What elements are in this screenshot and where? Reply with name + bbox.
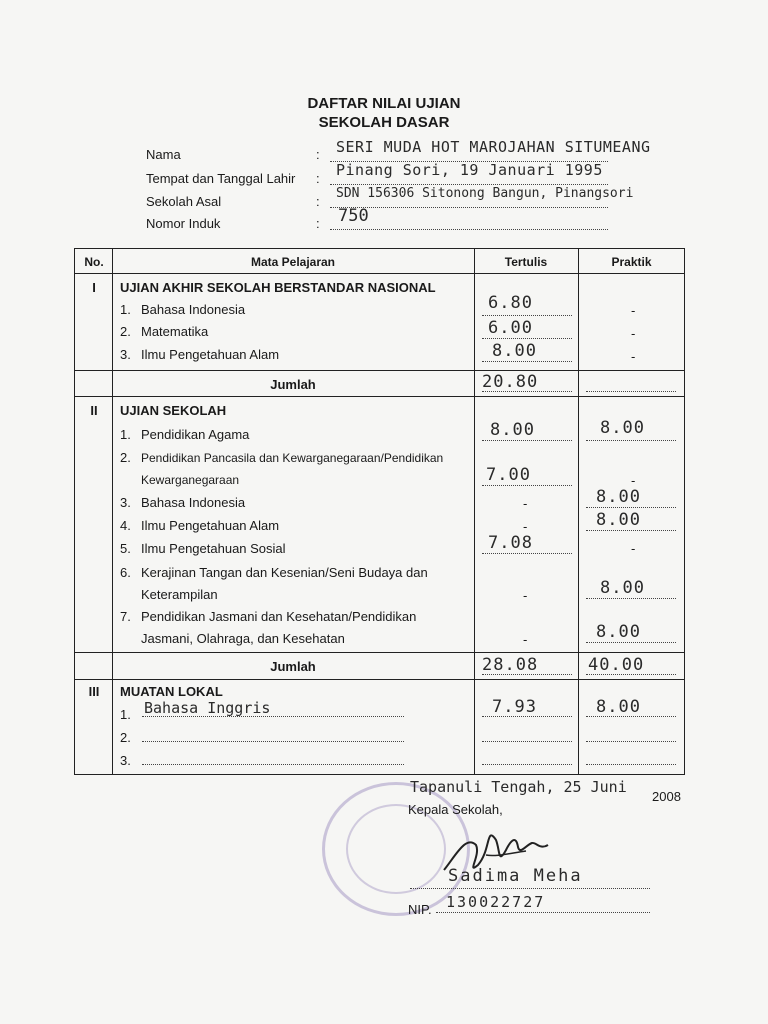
jumlah1-tertulis: 20.80 [482,372,539,392]
section2-title: UJIAN SEKOLAH [120,403,227,418]
s3-item1-name: Bahasa Inggris [144,699,271,717]
s2-item5-tertulis-line [482,553,572,554]
s3-item2-praktik-line [586,741,676,742]
col-divider-no [112,248,113,775]
s2-item4-praktik-line [586,530,676,531]
section1-title: UJIAN AKHIR SEKOLAH BERSTANDAR NASIONAL [120,280,436,295]
s2-item1-praktik-line [586,440,676,441]
jumlah2-tertulis: 28.08 [482,655,539,675]
signature-year: 2008 [652,789,681,804]
s1-item1-name: Bahasa Indonesia [141,302,246,317]
s3-item1-num: 1. [120,707,131,722]
s2-item1-tertulis: 8.00 [490,420,535,440]
s2-item3-name: Bahasa Indonesia [141,495,246,510]
col-divider-tertulis [578,248,579,775]
s1-item2-name: Matematika [141,324,209,339]
s2-item2-name-line2: Kewarganegaraan [141,473,240,487]
place-date: Tapanuli Tengah, 25 Juni [410,778,627,796]
ttl-value: Pinang Sori, 19 Januari 1995 [336,161,603,179]
s2-item7-name-line2: Jasmani, Olahraga, dan Kesehatan [141,631,345,646]
s1-item2-num: 2. [120,324,131,339]
section2-number: II [90,403,98,418]
sekolah-colon: : [316,194,320,209]
s2-item1-num: 1. [120,427,131,442]
kepala-name-line [410,888,650,889]
ttl-colon: : [316,171,320,186]
header-mata-pelajaran: Mata Pelajaran [250,255,336,269]
s2-item2-name-line1: Pendidikan Pancasila dan Kewarganegaraan/Pendidikan [141,451,444,465]
s2-item5-name: Ilmu Pengetahuan Sosial [141,541,286,556]
jumlah2-praktik-line [586,674,676,675]
s2-item7-name-line1: Pendidikan Jasmani dan Kesehatan/Pendidikan [141,609,417,624]
s2-item7-praktik: 8.00 [596,622,641,642]
nip-label: NIP. [408,902,432,917]
induk-label: Nomor Induk [146,216,221,231]
s1-item2-tertulis-line [482,338,572,339]
s2-item6-praktik-line [586,598,676,599]
induk-value: 750 [338,206,369,226]
s3-item3-praktik-line [586,764,676,765]
jumlah1-tertulis-line [482,391,572,392]
section2-bottom-line [74,652,685,653]
col-divider-mapel [474,248,475,775]
s2-item2-tertulis-line [482,485,572,486]
sekolah-dotted-line [330,207,608,208]
sekolah-value: SDN 156306 Sitonong Bangun, Pinangsori [336,186,634,201]
section3-number: III [88,684,100,699]
induk-colon: : [316,216,320,231]
s3-item2-tertulis-line [482,741,572,742]
s1-item3-praktik: - [631,349,636,364]
document-title-line1: DAFTAR NILAI UJIAN [307,95,461,112]
s3-item1-praktik: 8.00 [596,697,641,717]
jumlah2-bottom-line [74,679,685,680]
s1-item2-tertulis: 6.00 [488,318,533,338]
section1-bottom-line [74,370,685,371]
s1-item1-praktik: - [631,303,636,318]
s2-item2-praktik: - [631,473,636,488]
s2-item3-num: 3. [120,495,131,510]
nama-label: Nama [146,147,181,162]
header-bottom-line [74,273,685,274]
s2-item1-name: Pendidikan Agama [141,427,250,442]
s2-item2-tertulis: 7.00 [486,465,531,485]
s1-item3-num: 3. [120,347,131,362]
s2-item7-num: 7. [120,609,131,624]
s2-item4-name: Ilmu Pengetahuan Alam [141,518,280,533]
s1-item3-tertulis: 8.00 [492,341,537,361]
header-no: No. [84,255,104,269]
jumlah2-label: Jumlah [270,659,316,674]
nip-line [436,912,650,913]
s3-item1-tertulis: 7.93 [492,697,537,717]
jumlah2-tertulis-line [482,674,572,675]
s2-item5-praktik: - [631,541,636,556]
s3-item1-name-line [142,716,404,717]
jumlah1-bottom-line [74,396,685,397]
s1-item3-name: Ilmu Pengetahuan Alam [141,347,280,362]
school-stamp-inner-ring [346,804,446,894]
jumlah1-praktik-line [586,391,676,392]
s2-item6-praktik: 8.00 [600,578,645,598]
s2-item4-tertulis: - [523,519,528,534]
s1-item1-tertulis-line [482,315,572,316]
jumlah2-praktik: 40.00 [588,655,645,675]
kepala-name: Sadima Meha [448,866,583,886]
s2-item6-num: 6. [120,565,131,580]
s1-item3-tertulis-line [482,361,572,362]
s2-item1-tertulis-line [482,440,572,441]
s2-item7-tertulis: - [523,632,528,647]
sekolah-label: Sekolah Asal [146,194,222,209]
s2-item1-praktik: 8.00 [600,418,645,438]
s3-item3-tertulis-line [482,764,572,765]
jumlah1-label: Jumlah [270,377,316,392]
s2-item5-num: 5. [120,541,131,556]
section1-number: I [92,280,96,295]
section3-title: MUATAN LOKAL [120,684,223,699]
s2-item5-tertulis: 7.08 [488,533,533,553]
s2-item6-name-line2: Keterampilan [141,587,218,602]
s2-item6-tertulis: - [523,588,528,603]
header-tertulis: Tertulis [504,255,548,269]
s3-item3-name-line [142,764,404,765]
s3-item3-num: 3. [120,753,131,768]
s3-item2-name-line [142,741,404,742]
s2-item4-praktik: 8.00 [596,510,641,530]
s2-item2-num: 2. [120,450,131,465]
s2-item4-num: 4. [120,518,131,533]
s2-item3-tertulis: - [523,496,528,511]
s2-item3-praktik: 8.00 [596,487,641,507]
nip-value: 130022727 [446,893,546,911]
s1-item1-tertulis: 6.80 [488,293,533,313]
s2-item6-name-line1: Kerajinan Tangan dan Kesenian/Seni Budaya dan [141,565,428,580]
s2-item3-praktik-line [586,507,676,508]
s3-item1-tertulis-line [482,716,572,717]
s3-item1-praktik-line [586,716,676,717]
s2-item7-praktik-line [586,642,676,643]
nama-colon: : [316,147,320,162]
ttl-label: Tempat dan Tanggal Lahir [146,171,296,186]
s3-item2-num: 2. [120,730,131,745]
kepala-sekolah-label: Kepala Sekolah, [408,802,503,817]
header-praktik: Praktik [611,255,652,269]
ttl-dotted-line [330,184,608,185]
s1-item2-praktik: - [631,326,636,341]
s1-item1-num: 1. [120,302,131,317]
induk-dotted-line [330,229,608,230]
document-title-line2: SEKOLAH DASAR [318,114,450,131]
nama-value: SERI MUDA HOT MAROJAHAN SITUMEANG [336,138,651,156]
